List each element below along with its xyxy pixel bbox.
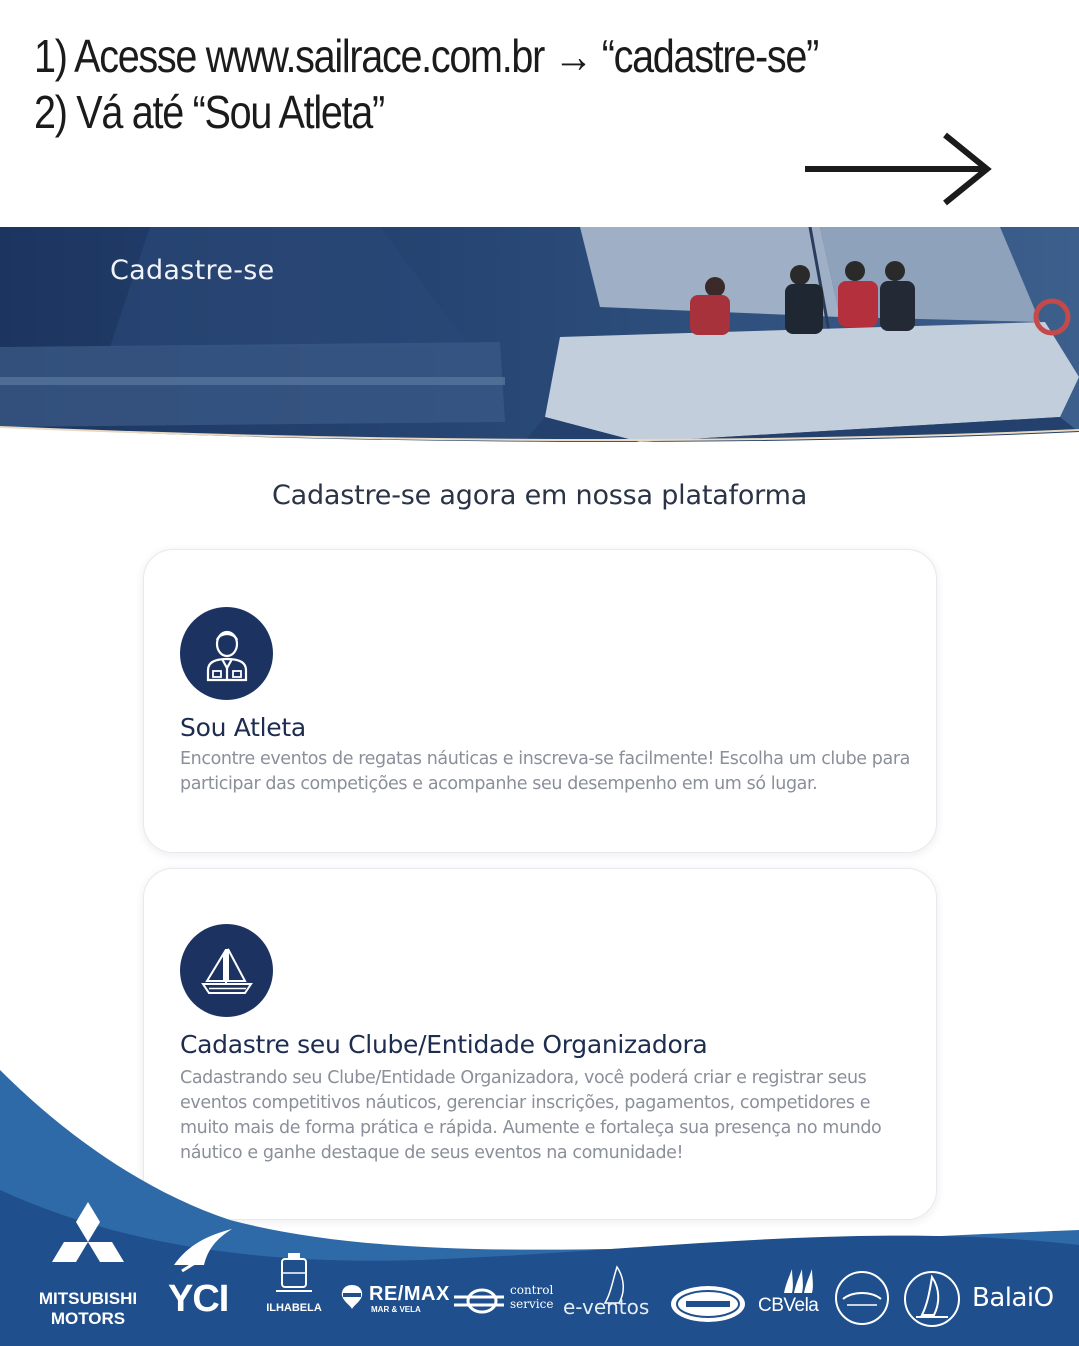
sailing-badge-icon: [902, 1269, 962, 1329]
athlete-card-title: Sou Atleta: [180, 713, 306, 742]
athlete-card-description: Encontre eventos de regatas náuticas e inscreva-se facilmente! Escolha um clube para participar das competições e acompanhe seu desempenho em um só lugar.: [180, 749, 910, 794]
instructions: [34, 28, 1034, 140]
mitsubishi-text-1: MITSUBISHI: [38, 1289, 138, 1308]
oval-badge-icon: [668, 1283, 748, 1325]
yci-text: YCI: [168, 1278, 229, 1320]
hero-banner: [0, 227, 1079, 447]
mitsubishi-text-2: MOTORS: [50, 1309, 126, 1328]
ancoradouro-logo[interactable]: [668, 1283, 750, 1327]
mitsubishi-diamonds-icon: [28, 1200, 148, 1280]
club-card-description: Cadastrando seu Clube/Entidade Organizadora, você poderá criar e registrar seus eventos competitivos náuticos, gerenciar inscrições, pagamentos, competidores e muito mais de forma prática e rápida. Aumente e fortaleça sua presença no mundo náutico e ganhe destaque de seus eventos na comunidade!: [180, 1068, 882, 1163]
section-heading: Cadastre-se agora em nossa plataforma: [271, 480, 808, 511]
balaio-text: BalaiO: [972, 1283, 1054, 1313]
arrow-right-icon: [805, 132, 995, 206]
control-service-icon: [452, 1285, 506, 1315]
yci-logo[interactable]: [168, 1225, 240, 1325]
cbvela-text: CBVela: [758, 1295, 819, 1316]
remax-subtext: MAR & VELA: [371, 1305, 421, 1314]
control-service-logo[interactable]: [452, 1283, 556, 1323]
control-text: control: [510, 1283, 554, 1297]
athlete-icon: [180, 607, 273, 700]
balloon-icon: [340, 1283, 364, 1311]
sponsor-logos: [0, 1195, 1079, 1340]
coat-of-arms-icon: [274, 1253, 314, 1297]
federation-logo[interactable]: [833, 1269, 891, 1327]
mitsubishi-logo[interactable]: [28, 1200, 148, 1330]
waves-icon: [780, 1267, 816, 1295]
e-ventos-logo[interactable]: [563, 1265, 653, 1325]
remax-text: RE/MAX: [369, 1283, 450, 1305]
federation-badge-icon: [833, 1269, 891, 1327]
athlete-card[interactable]: [143, 549, 937, 853]
hero-title: Cadastre-se: [110, 255, 275, 286]
remax-logo[interactable]: [340, 1283, 450, 1323]
sailing-club-logo[interactable]: [902, 1269, 962, 1329]
ilhabela-text: ILHABELA: [266, 1302, 322, 1314]
service-text: service: [510, 1297, 554, 1311]
balaio-logo[interactable]: [972, 1283, 1064, 1323]
ilhabela-logo[interactable]: [262, 1253, 326, 1323]
e-ventos-text: e-ventos: [563, 1295, 650, 1319]
instruction-step-1: 1) Acesse www.sailrace.com.br → “cadastre-se”: [34, 30, 818, 82]
marlin-icon: [168, 1225, 238, 1273]
cbvela-logo[interactable]: [758, 1267, 822, 1327]
instruction-step-2: 2) Vá até “Sou Atleta”: [34, 86, 384, 138]
sailboat-icon: [180, 924, 273, 1017]
club-card-title: Cadastre seu Clube/Entidade Organizadora: [180, 1030, 708, 1059]
